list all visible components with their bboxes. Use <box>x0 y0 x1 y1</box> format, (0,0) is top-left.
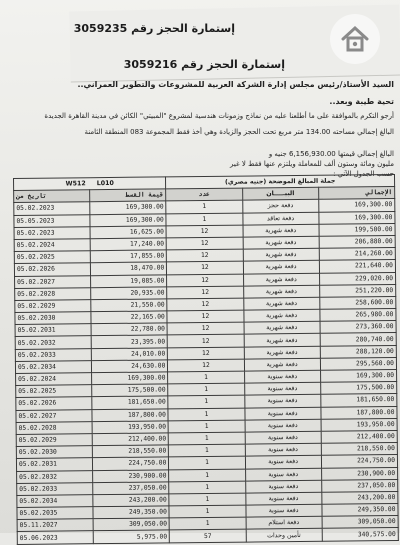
cell-count: 1 <box>169 493 245 506</box>
cell-count: 1 <box>168 383 244 396</box>
cell-count: 1 <box>169 444 245 457</box>
cell-date: 05.02.2031 <box>16 458 92 471</box>
cell-date: 05.02.2027 <box>15 275 91 288</box>
form-title: إستمارة الحجز رقم 3059216 <box>123 58 285 71</box>
cell-date: 05.02.2032 <box>17 470 93 483</box>
cell-total: 280,740.00 <box>320 333 396 346</box>
cell-value: 20,935.00 <box>91 287 167 300</box>
cell-total: 243,200.00 <box>322 491 398 504</box>
cell-count: 1 <box>169 432 245 445</box>
cell-total: 181,650.00 <box>321 394 397 407</box>
header-date: تاريخ من <box>14 190 90 203</box>
cell-total: 169,300.00 <box>318 199 394 212</box>
cell-value: 224,750.00 <box>93 457 169 470</box>
cell-value: 309,050.00 <box>93 518 169 531</box>
letter-body-1: أرجو التكرم بالموافقة على ما أطلعنا عليه من نماذج وزمونات هندسية لمشروع "المبيتي" الكائن في مدينة القاهرة الجديدة <box>44 112 394 120</box>
letter-greeting: تحية طيبة وبعد.. <box>329 97 394 106</box>
cell-desc: دفعة سنوية <box>245 492 321 505</box>
cell-value: 187,800.00 <box>92 408 168 421</box>
cell-total: 249,350.00 <box>322 504 398 517</box>
letter-addressee: السيد الأستاذ/رئيس مجلس إدارة الشركة العربية للمشروعات والتطوير العمراني.. <box>77 80 394 89</box>
cell-desc: دفعة شهرية <box>243 236 319 249</box>
cell-total: 169,300.00 <box>319 211 395 224</box>
cell-total: 265,980.00 <box>320 309 396 322</box>
cell-desc: دفعة شهرية <box>243 248 319 261</box>
cell-total: 199,500.00 <box>319 223 395 236</box>
cell-date: 05.02.2025 <box>16 385 92 398</box>
home-icon <box>330 14 380 64</box>
cell-desc: دفعة شهرية <box>243 285 319 298</box>
header-count: عدد <box>166 188 242 201</box>
letter-body-3: البالغ إجمالي قيمتها 6,156,930.00 جنيه و <box>268 150 394 158</box>
cell-total: 251,220.00 <box>319 284 395 297</box>
cell-count: 1 <box>166 213 242 226</box>
cell-count: 1 <box>166 200 242 213</box>
back-form-title: إستمارة الحجز رقم 3059235 <box>73 22 235 35</box>
payment-schedule-table <box>13 174 399 545</box>
cell-date: 05.02.2023 <box>14 202 90 215</box>
unit-code: L010 <box>96 180 114 188</box>
cell-value: 17,855.00 <box>90 250 166 263</box>
cell-desc: دفعة سنوية <box>245 456 321 469</box>
cell-value: 193,950.00 <box>92 421 168 434</box>
cell-value: 169,300.00 <box>90 201 166 214</box>
cell-value: 17,240.00 <box>90 238 166 251</box>
cell-count: 12 <box>168 335 244 348</box>
cell-count: 12 <box>167 237 243 250</box>
cell-date: 05.02.2034 <box>17 495 93 508</box>
cell-value: 169,300.00 <box>92 372 168 385</box>
cell-total: 229,020.00 <box>319 272 395 285</box>
cell-date: 05.06.2023 <box>17 531 93 544</box>
cell-count: 12 <box>167 249 243 262</box>
cell-value: 5,975.00 <box>93 530 169 543</box>
cell-date: 05.02.2030 <box>16 446 92 459</box>
header-description: البيـــــان <box>242 187 318 200</box>
cell-date: 05.02.2025 <box>14 251 90 264</box>
cell-date: 05.02.2024 <box>14 239 90 252</box>
cell-total: 193,950.00 <box>321 418 397 431</box>
cell-total: 212,400.00 <box>321 430 397 443</box>
cell-total: 295,560.00 <box>320 357 396 370</box>
cell-date: 05.02.2024 <box>16 373 92 386</box>
letter-body-2: البالغ إجمالي مساحته 134.00 متر مربع تحت الحجز والزيادة وهي أخذ فقط المجموعة 083 المنطقة الثامنة <box>84 128 394 136</box>
cell-total: 221,640.00 <box>319 260 395 273</box>
cell-date: 05.11.2027 <box>17 519 93 532</box>
cell-count: 1 <box>169 517 245 530</box>
cell-date: 05.02.2030 <box>15 312 91 325</box>
cell-count: 12 <box>167 286 243 299</box>
cell-desc: دفعة سنوية <box>246 504 322 517</box>
cell-desc: دفعة حجز <box>242 200 318 213</box>
cell-value: 169,300.00 <box>90 213 166 226</box>
cell-desc: دفعة استلام <box>246 517 322 530</box>
cell-value: 24,010.00 <box>91 348 167 361</box>
table-body <box>14 199 399 544</box>
cell-date: 05.02.2023 <box>14 226 90 239</box>
cell-date: 05.02.2034 <box>15 360 91 373</box>
table-row <box>17 528 398 544</box>
cell-desc: دفعة شهرية <box>243 309 319 322</box>
cell-date: 05.02.2029 <box>16 434 92 447</box>
cell-count: 1 <box>169 469 245 482</box>
cell-date: 05.02.2032 <box>15 336 91 349</box>
cell-value: 16,625.00 <box>90 226 166 239</box>
cell-count: 12 <box>167 274 243 287</box>
cell-total: 218,550.00 <box>321 443 397 456</box>
cell-desc: دفعة شهرية <box>243 224 319 237</box>
cell-count: 12 <box>167 322 243 335</box>
cell-desc: دفعة سنوية <box>245 443 321 456</box>
cell-desc: دفعة شهرية <box>244 358 320 371</box>
cell-count: 1 <box>168 408 244 421</box>
cell-value: 18,470.00 <box>91 262 167 275</box>
cell-total: 237,050.00 <box>321 479 397 492</box>
cell-total: 175,500.00 <box>320 382 396 395</box>
cell-date: 05.02.2028 <box>15 287 91 300</box>
cell-total: 288,120.00 <box>320 345 396 358</box>
cell-count: 57 <box>170 530 246 543</box>
cell-total: 224,750.00 <box>321 455 397 468</box>
cell-desc: تأمين وحدات <box>246 529 322 542</box>
cell-total: 230,900.00 <box>321 467 397 480</box>
cell-count: 1 <box>169 481 245 494</box>
cell-total: 206,880.00 <box>319 235 395 248</box>
cell-value: 237,050.00 <box>93 482 169 495</box>
cell-value: 19,085.00 <box>91 274 167 287</box>
cell-total: 214,260.00 <box>319 248 395 261</box>
cell-value: 23,395.00 <box>91 335 167 348</box>
cell-desc: دفعة تعاقد <box>242 212 318 225</box>
cell-total: 258,600.00 <box>320 296 396 309</box>
cell-desc: دفعة شهرية <box>243 261 319 274</box>
cell-total: 169,300.00 <box>320 369 396 382</box>
cell-date: 05.02.2026 <box>16 397 92 410</box>
cell-count: 1 <box>168 420 244 433</box>
cell-desc: دفعة سنوية <box>245 468 321 481</box>
cell-desc: دفعة سنوية <box>245 431 321 444</box>
cell-total: 187,800.00 <box>321 406 397 419</box>
cell-count: 1 <box>169 456 245 469</box>
cell-value: 212,400.00 <box>92 433 168 446</box>
cell-value: 243,200.00 <box>93 494 169 507</box>
cell-value: 22,165.00 <box>91 311 167 324</box>
cell-desc: دفعة سنوية <box>244 407 320 420</box>
cell-count: 12 <box>167 261 243 274</box>
cell-value: 249,350.00 <box>93 506 169 519</box>
cell-count: 1 <box>168 371 244 384</box>
cell-value: 175,500.00 <box>92 384 168 397</box>
cell-count: 12 <box>167 310 243 323</box>
letter-body-5: حسب الجدول الآتي : <box>333 170 394 178</box>
cell-date: 05.02.2035 <box>17 507 93 520</box>
cell-count: 12 <box>168 347 244 360</box>
cell-count: 12 <box>168 359 244 372</box>
cell-count: 12 <box>166 225 242 238</box>
cell-value: 24,630.00 <box>92 360 168 373</box>
cell-value: 230,900.00 <box>93 469 169 482</box>
cell-value: 21,550.00 <box>91 299 167 312</box>
cell-desc: دفعة شهرية <box>244 346 320 359</box>
cell-date: 05.02.2033 <box>17 482 93 495</box>
letter-body-4: مليون ومائة وستون ألف للمعاملة ويلتزم عنها فقط لا غير <box>230 160 394 168</box>
cell-date: 05.02.2028 <box>16 421 92 434</box>
cell-total: 340,575.00 <box>322 528 398 541</box>
cell-count: 1 <box>168 395 244 408</box>
cell-desc: دفعة شهرية <box>244 334 320 347</box>
cell-date: 05.05.2023 <box>14 214 90 227</box>
cell-desc: دفعة سنوية <box>244 370 320 383</box>
cell-value: 181,650.00 <box>92 396 168 409</box>
cell-date: 05.02.2029 <box>15 300 91 313</box>
table-title: جملة المبالغ الموضحة (جنيه مصري) <box>166 175 395 190</box>
cell-desc: دفعة شهرية <box>243 273 319 286</box>
cell-total: 273,360.00 <box>320 321 396 334</box>
cell-desc: دفعة سنوية <box>244 382 320 395</box>
cell-date: 05.02.2027 <box>16 409 92 422</box>
cell-value: 22,780.00 <box>91 323 167 336</box>
cell-desc: دفعة سنوية <box>245 480 321 493</box>
cell-total: 309,050.00 <box>322 516 398 529</box>
cell-desc: دفعة سنوية <box>244 395 320 408</box>
header-total: الإجمالي <box>318 187 394 200</box>
cell-desc: دفعة سنوية <box>245 419 321 432</box>
cell-count: 1 <box>169 505 245 518</box>
cell-date: 05.02.2033 <box>15 348 91 361</box>
cell-value: 218,550.00 <box>92 445 168 458</box>
header-value: قيمة القسط <box>90 189 166 202</box>
cell-desc: دفعة شهرية <box>244 322 320 335</box>
cell-desc: دفعة شهرية <box>243 297 319 310</box>
unit-code: W512 <box>65 180 86 188</box>
cell-count: 12 <box>167 298 243 311</box>
cell-date: 05.02.2031 <box>15 324 91 337</box>
cell-date: 05.02.2026 <box>14 263 90 276</box>
